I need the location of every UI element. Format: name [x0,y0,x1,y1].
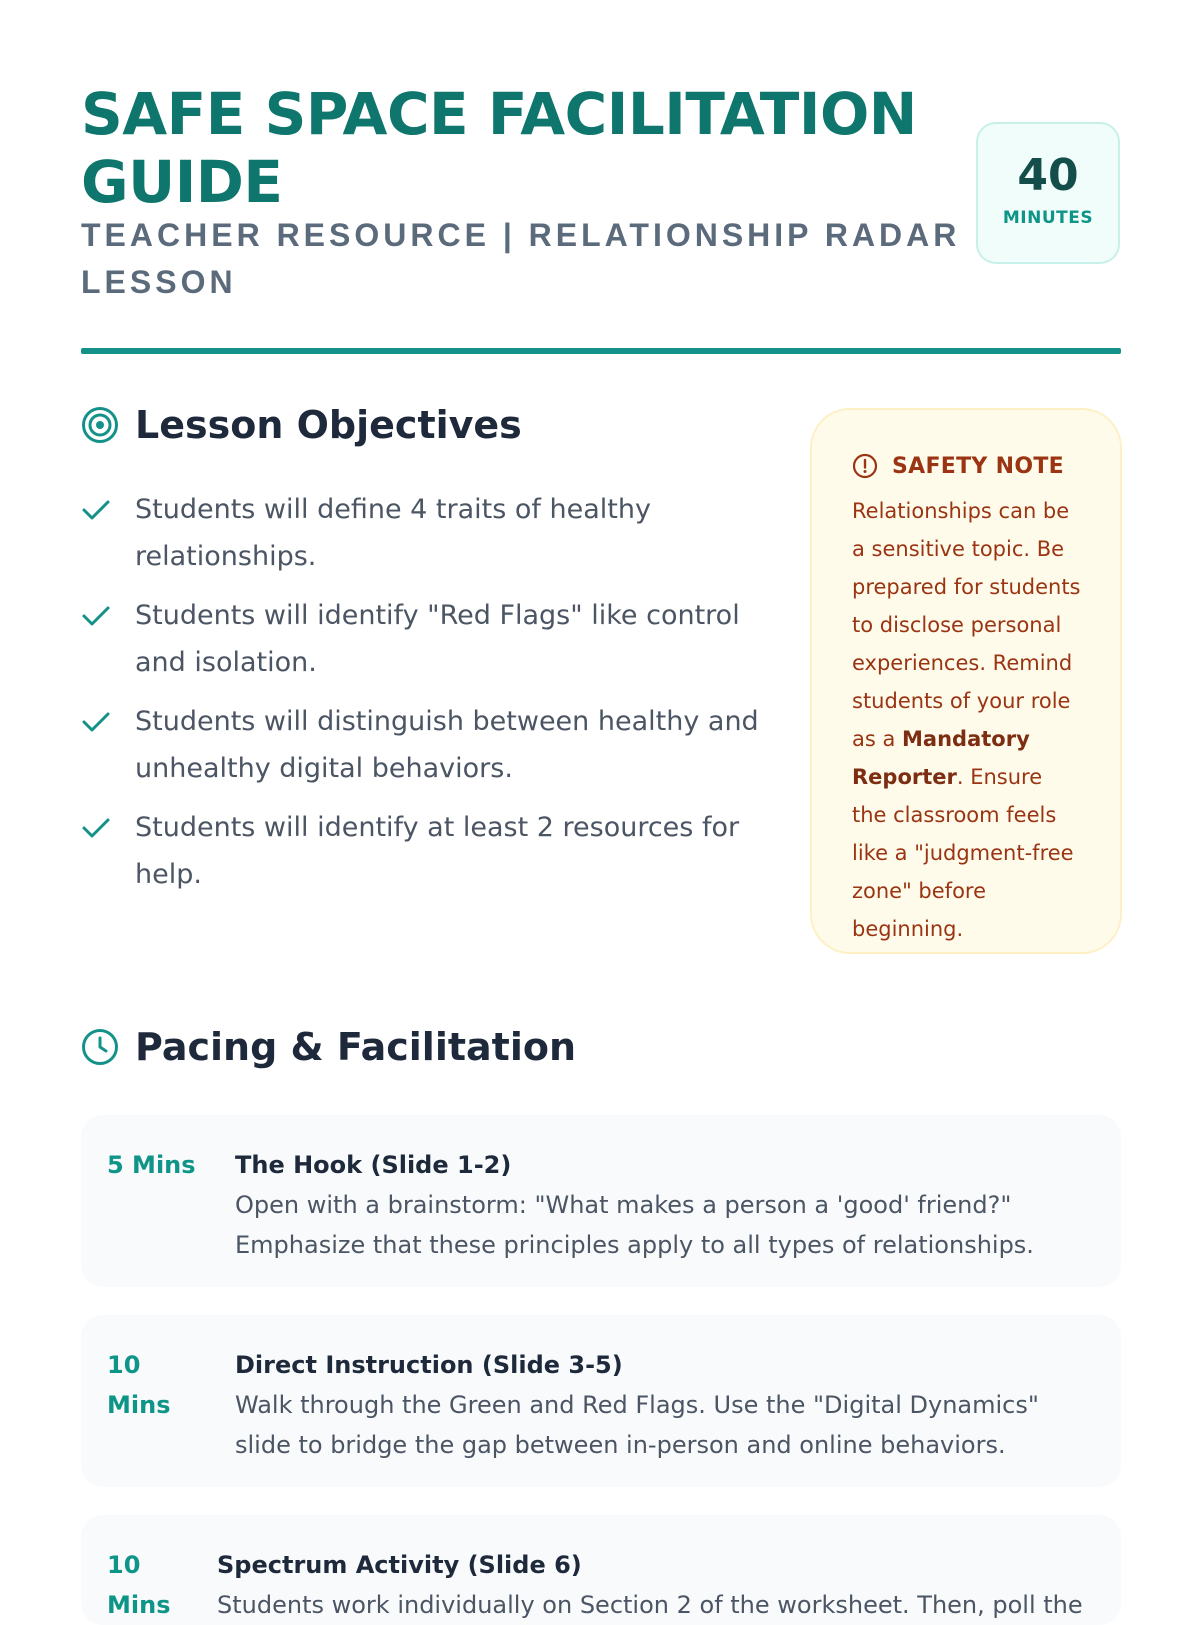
mandatory-reporter-emphasis: Mandatory Reporter [852,727,1030,789]
pacing-step-description: Walk through the Green and Red Flags. Use the "Digital Dynamics" slide to bridge the gap between in-person and online behaviors. [235,1391,1039,1459]
pacing-time: 10 Mins [107,1551,171,1619]
safety-note-header [852,450,1082,482]
pacing-content [235,1345,1091,1465]
pacing-step-title: The Hook (Slide 1-2) [235,1151,512,1179]
objectives-heading [81,400,522,450]
duration-value: 40 [1017,150,1079,201]
clock-icon [81,1028,119,1066]
safety-note-card [810,408,1122,954]
objective-item [81,804,761,898]
safety-text-before: Relationships can be a sensitive topic. Be prepared for students to disclose personal experiences. Remind students of your role as a [852,499,1081,751]
objectives-title: Lesson Objectives [135,403,522,447]
target-icon [81,406,119,444]
objective-item [81,486,761,580]
pacing-heading [81,1022,576,1072]
objective-text: Students will identify "Red Flags" like control and isolation. [135,600,740,678]
check-icon [81,498,111,522]
objectives-list [81,486,761,910]
safety-text-after: . Ensure the classroom feels like a "judgment-free zone" before beginning. [852,765,1074,941]
check-icon [81,710,111,734]
pacing-row [81,1115,1121,1287]
pacing-row [81,1315,1121,1487]
pacing-time: 10 Mins [107,1351,171,1419]
check-icon [81,604,111,628]
objective-item [81,592,761,686]
objective-text: Students will define 4 traits of healthy relationships. [135,494,651,572]
pacing-row [81,1515,1121,1625]
pacing-step-description: Open with a brainstorm: "What makes a person a 'good' friend?" Emphasize that these principles apply to all types of relationships. [235,1191,1034,1259]
page-subtitle: TEACHER RESOURCE | RELATIONSHIP RADAR LESSON [81,217,961,300]
objective-text: Students will identify at least 2 resources for help. [135,812,740,890]
safety-note-text [852,492,1082,948]
check-icon [81,816,111,840]
pacing-content [217,1545,1091,1625]
pacing-step-title: Direct Instruction (Slide 3-5) [235,1351,623,1379]
duration-badge [976,122,1120,264]
pacing-time: 5 Mins [107,1151,196,1179]
objective-text: Students will distinguish between healthy and unhealthy digital behaviors. [135,706,759,784]
safety-note-label: SAFETY NOTE [892,453,1064,479]
pacing-title: Pacing & Facilitation [135,1025,577,1069]
pacing-step-title: Spectrum Activity (Slide 6) [217,1551,582,1579]
header-divider [81,348,1121,354]
alert-circle-icon [852,453,878,479]
pacing-step-description: Students work individually on Section 2 of the worksheet. Then, poll the [217,1591,1083,1619]
duration-unit: MINUTES [1002,208,1094,228]
objective-item [81,698,761,792]
pacing-content [235,1145,1091,1265]
page-title: SAFE SPACE FACILITATION GUIDE [81,80,917,216]
